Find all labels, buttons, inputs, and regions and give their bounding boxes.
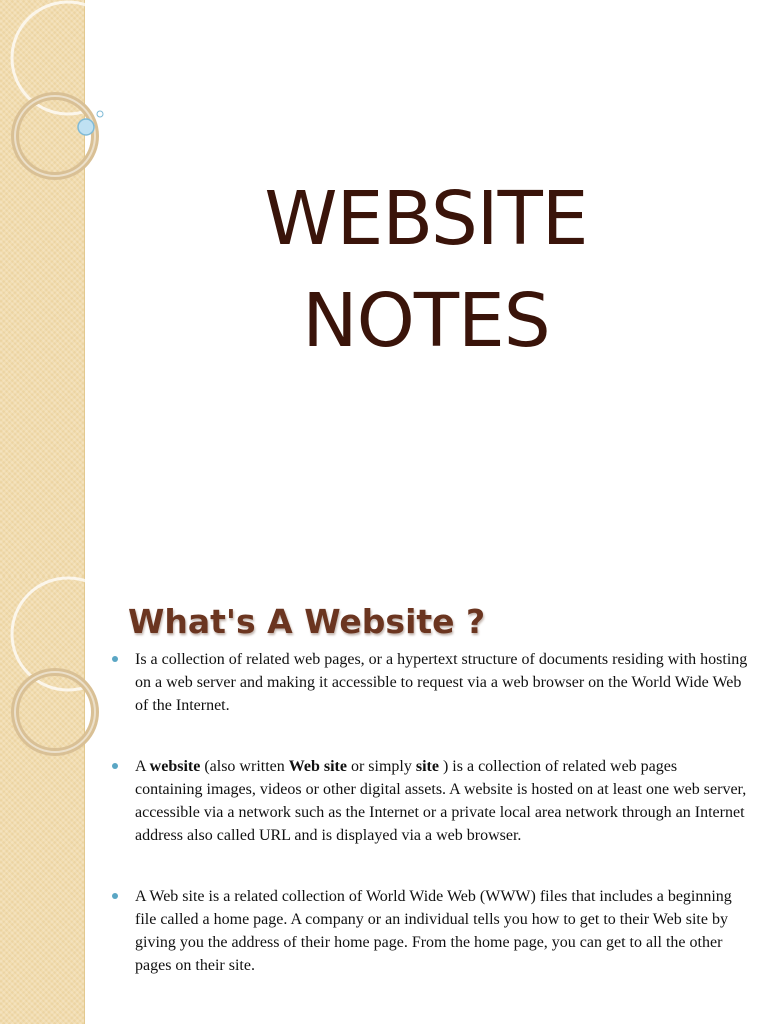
bullet-dot-icon bbox=[112, 893, 118, 899]
bullet-dot-icon bbox=[112, 656, 118, 662]
keyword-site: site bbox=[415, 758, 439, 775]
title-line-2: NOTES bbox=[302, 278, 550, 364]
bullet-item bbox=[112, 885, 748, 977]
content-slide bbox=[0, 576, 768, 1024]
bullet-dot-icon bbox=[112, 763, 118, 769]
title-line-1: WEBSITE bbox=[264, 176, 588, 262]
keyword-website: website bbox=[149, 758, 201, 775]
slide-heading: What's A Website ? bbox=[128, 602, 486, 641]
bullet-text: Is a collection of related web pages, or a hypertext structure of documents residing with hosting on a web server and making it accessible to request via a web browser on the World Wide Web of the Internet. bbox=[135, 651, 748, 714]
small-bubble-icon bbox=[97, 111, 103, 117]
bubble-icon bbox=[78, 119, 94, 135]
bullet-text-part: ) is a collection of related web pages containing images, videos or other digital assets. A website is hosted on at least one web server, accessible via a network such as the Internet or a private local area network through an Internet address also called URL and is displayed via a web browser. bbox=[135, 758, 747, 844]
bullet-item bbox=[112, 755, 748, 847]
bullet-text: A Web site is a related collection of World Wide Web (WWW) files that includes a beginning file called a home page. A company or an individual tells you how to get to their Web site by giving you the address of their home page. From the home page, you can get to all the other pages on their site. bbox=[135, 888, 732, 974]
keyword-web-site: Web site bbox=[288, 758, 347, 775]
bullet-text-part: or simply bbox=[346, 758, 416, 775]
bullet-list bbox=[112, 648, 748, 977]
bullet-item bbox=[112, 648, 748, 717]
slide-title bbox=[84, 168, 768, 372]
bullet-text-part: (also written bbox=[200, 758, 289, 775]
bullet-text-part: A bbox=[135, 758, 150, 775]
